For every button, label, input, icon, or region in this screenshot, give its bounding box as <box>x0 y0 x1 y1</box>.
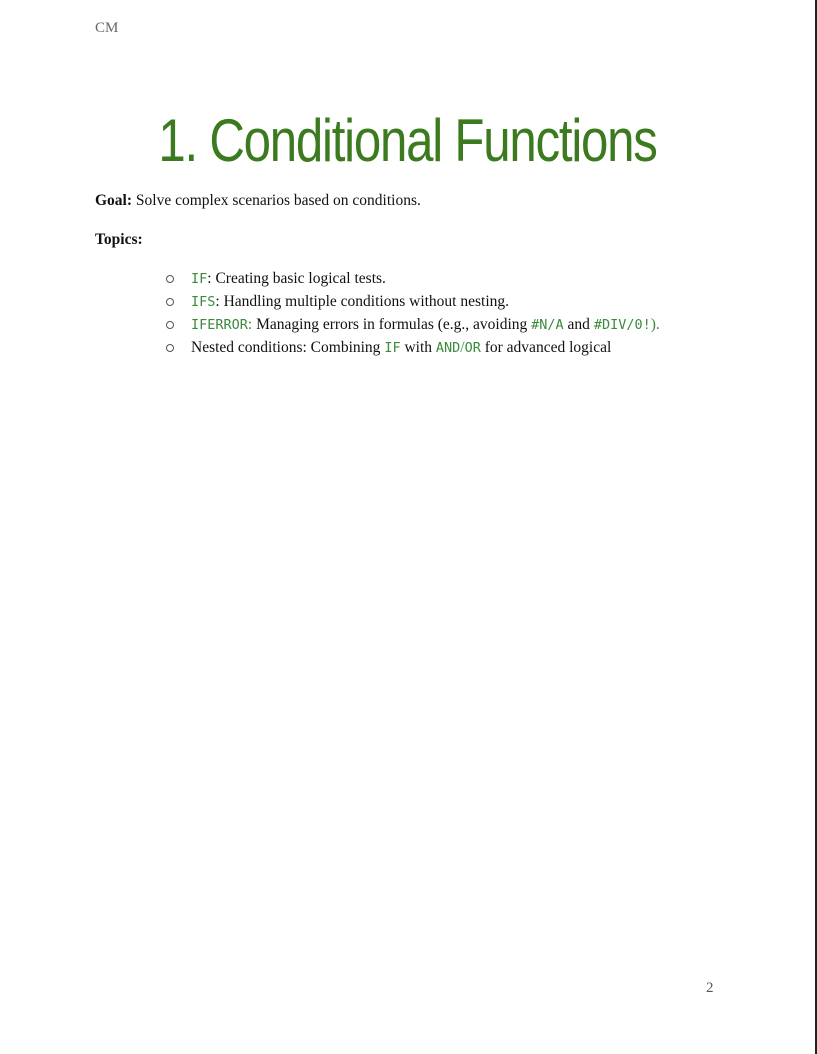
goal-label: Goal: <box>95 192 133 209</box>
topic-description: : Creating basic logical tests. <box>207 270 386 287</box>
topic-description: Nested conditions: Combining <box>191 339 385 356</box>
topic-description: Managing errors in formulas (e.g., avoiding <box>252 316 532 333</box>
topic-text: and <box>563 316 594 333</box>
function-name: IF <box>384 340 401 356</box>
topic-text: with <box>400 339 436 356</box>
topic-ending: for advanced logical <box>480 339 612 356</box>
goal-line <box>95 190 421 212</box>
function-name: IFERROR <box>191 317 248 333</box>
error-code: #N/A <box>531 317 564 333</box>
topics-heading: Topics: <box>95 231 143 248</box>
hollow-bullet-icon <box>166 344 174 352</box>
error-code: #DIV/0! <box>593 317 651 333</box>
hollow-bullet-icon <box>166 275 174 283</box>
topic-ending: ). <box>650 316 660 333</box>
function-name: OR <box>464 340 481 356</box>
slash-separator: / <box>460 339 465 356</box>
page-title: 1. Conditional Functions <box>158 107 657 174</box>
function-name: IF <box>191 271 208 287</box>
list-item <box>164 313 660 336</box>
list-item <box>164 336 660 359</box>
list-item <box>164 267 660 290</box>
hollow-bullet-icon <box>166 298 174 306</box>
goal-text: Solve complex scenarios based on conditions. <box>135 192 421 209</box>
page-number: 2 <box>706 980 714 996</box>
topic-list <box>164 267 660 359</box>
function-name: AND <box>435 340 461 356</box>
separator: : <box>247 316 253 333</box>
hollow-bullet-icon <box>166 321 174 329</box>
topic-description: : Handling multiple conditions without nesting. <box>215 293 510 310</box>
header-initials: CM <box>95 20 119 36</box>
function-name: IFS <box>191 294 216 310</box>
list-item <box>164 290 660 313</box>
